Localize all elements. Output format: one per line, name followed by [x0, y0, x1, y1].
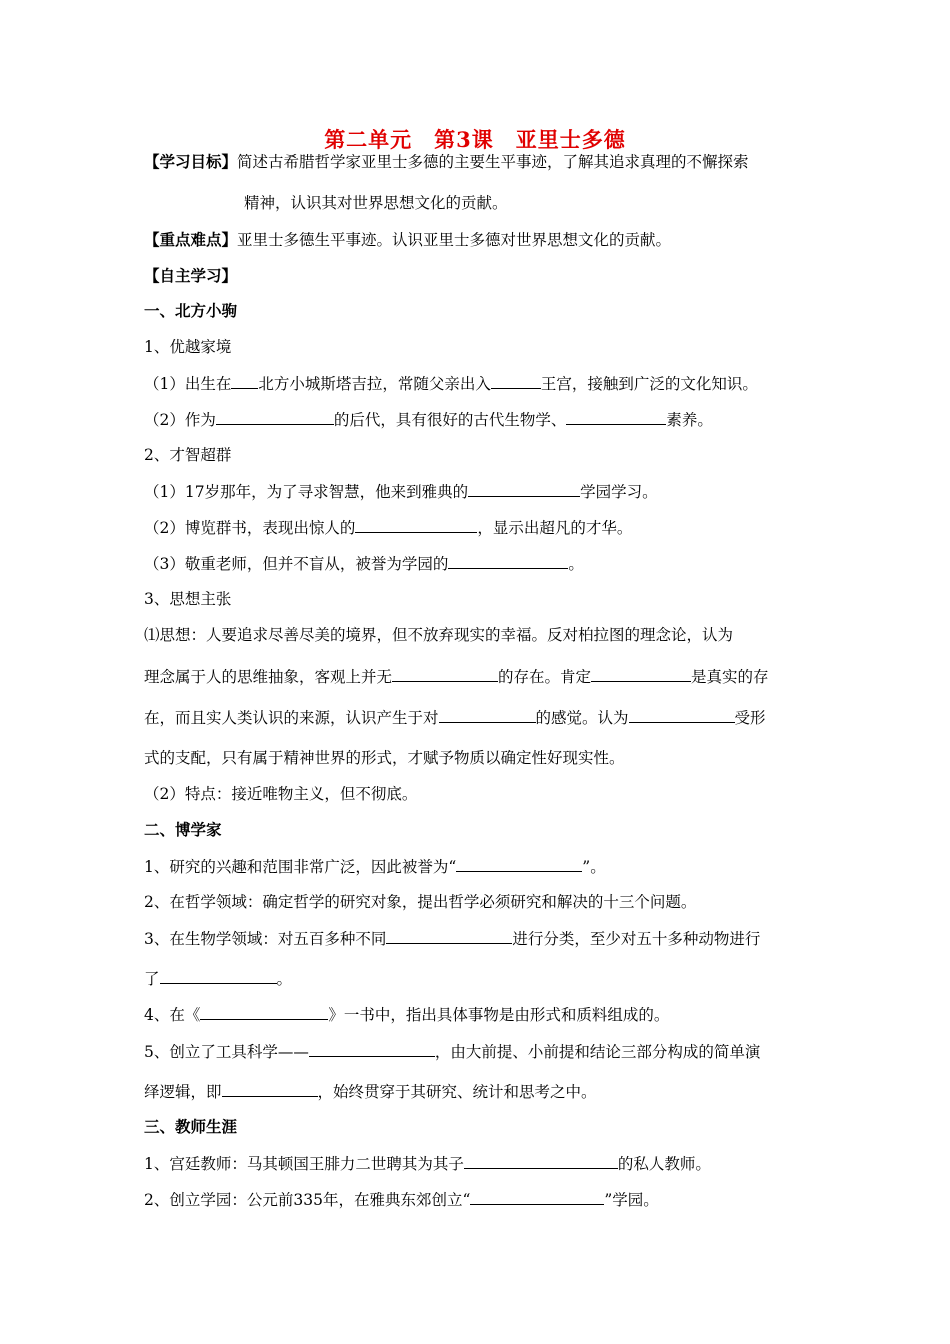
text-segment: 2、创立学园：公元前335年，在雅典东郊创立“ [144, 1191, 471, 1209]
answer-blank[interactable] [566, 408, 666, 425]
s2b-item5-line1 [144, 1040, 760, 1063]
text-segment: 在，而且实人类认识的来源，认识产生于对 [144, 709, 439, 727]
answer-blank[interactable] [439, 706, 536, 723]
text-segment: 的存在。肯定 [498, 668, 592, 686]
s2b-item2: 2、在哲学领域：确定哲学的研究对象，提出哲学必须研究和解决的十三个问题。 [144, 893, 697, 911]
text-segment: 素养。 [666, 411, 713, 429]
text-segment: ”学园。 [604, 1191, 659, 1209]
learning-goals-line2: 精神，认识其对世界思想文化的贡献。 [244, 194, 508, 212]
text-segment: 王宫，接触到广泛的文化知识。 [540, 375, 758, 393]
answer-blank[interactable] [491, 372, 541, 389]
s2-item-c [144, 552, 584, 575]
answer-blank[interactable] [216, 408, 334, 425]
answer-blank[interactable] [309, 1040, 435, 1057]
section1-sub3: 3、思想主张 [144, 590, 232, 608]
s2b-item3-line2 [144, 967, 292, 990]
text-segment: ，始终贯穿于其研究、统计和思考之中。 [317, 1083, 597, 1101]
answer-blank[interactable] [468, 480, 580, 497]
text-segment: （3）敬重老师，但并不盲从，被誉为学园的 [144, 555, 449, 573]
answer-blank[interactable] [464, 1152, 618, 1169]
text-segment: 了 [144, 970, 160, 988]
section3-heading: 三、教师生涯 [144, 1117, 238, 1136]
text-segment: 。 [568, 555, 584, 573]
s2b-item3-line1 [144, 927, 760, 950]
answer-blank[interactable] [222, 1080, 318, 1097]
answer-blank[interactable] [456, 855, 582, 872]
text-segment: ”。 [582, 858, 606, 876]
answer-blank[interactable] [355, 516, 477, 533]
s1-item-b [144, 408, 713, 431]
section1-sub2: 2、才智超群 [144, 446, 232, 464]
s2b-item5-line2 [144, 1080, 597, 1103]
answer-blank[interactable] [231, 372, 258, 389]
answer-blank[interactable] [392, 665, 498, 682]
text-segment: 1、研究的兴趣和范围非常广泛，因此被誉为“ [144, 858, 457, 876]
text-segment: 5、创立了工具科学—— [144, 1043, 309, 1061]
text-segment: 绎逻辑，即 [144, 1083, 222, 1101]
text-segment: （1）出生在 [144, 375, 232, 393]
s2-item-b [144, 516, 632, 539]
text-segment: 北方小城斯塔吉拉，常随父亲出入 [258, 375, 491, 393]
learning-goals-label: 【学习目标】 [144, 152, 238, 171]
s3-feature-line: （2）特点：接近唯物主义，但不彻底。 [144, 785, 418, 803]
text-segment: 》一书中，指出具体事物是由形式和质料组成的。 [328, 1006, 670, 1024]
answer-blank[interactable] [448, 552, 568, 569]
s2b-item1 [144, 855, 606, 878]
answer-blank[interactable] [200, 1003, 328, 1020]
text-segment: ，由大前提、小前提和结论三部分构成的简单演 [434, 1043, 761, 1061]
s1-item-a [144, 372, 758, 395]
text-segment: ，显示出超凡的才华。 [477, 519, 633, 537]
text-segment: （2）博览群书，表现出惊人的 [144, 519, 356, 537]
answer-blank[interactable] [386, 927, 512, 944]
key-points-text: 亚里士多德生平事迹。认识亚里士多德对世界思想文化的贡献。 [237, 231, 672, 249]
learning-goals-line1 [144, 151, 749, 173]
learning-goals-text: 简述古希腊哲学家亚里士多德的主要生平事迹，了解其追求真理的不懈探索 [237, 153, 749, 171]
text-segment: 4、在《 [144, 1006, 201, 1024]
key-points-label: 【重点难点】 [144, 230, 238, 249]
answer-blank[interactable] [591, 665, 691, 682]
text-segment: 学园学习。 [580, 483, 658, 501]
section2-heading: 二、博学家 [144, 820, 222, 839]
answer-blank[interactable] [160, 967, 277, 984]
s3b-item1 [144, 1152, 711, 1175]
text-segment: 理念属于人的思维抽象，客观上并无 [144, 668, 393, 686]
answer-blank[interactable] [629, 706, 735, 723]
text-segment: 1、宫廷教师：马其顿国王腓力二世聘其为其子 [144, 1155, 464, 1173]
s2b-item4 [144, 1003, 669, 1026]
text-segment: 3、在生物学领域：对五百多种不同 [144, 930, 387, 948]
s3b-item2 [144, 1188, 659, 1211]
text-segment: 受形 [734, 709, 766, 727]
text-segment: 是真实的存 [691, 668, 769, 686]
text-segment: 的私人教师。 [617, 1155, 711, 1173]
text-segment: （2）作为 [144, 411, 216, 429]
text-segment: 。 [276, 970, 293, 988]
page-title: 第二单元 第3课 亚里士多德 [324, 127, 626, 152]
s3-paragraph-line4: 式的支配，只有属于精神世界的形式，才赋予物质以确定性好现实性。 [144, 749, 625, 767]
section1-heading: 一、北方小驹 [144, 301, 238, 320]
text-segment: 的感觉。认为 [535, 709, 629, 727]
answer-blank[interactable] [470, 1188, 604, 1205]
key-points-line [144, 229, 671, 251]
self-study-heading: 【自主学习】 [144, 266, 238, 285]
s3-paragraph-line3 [144, 706, 766, 729]
text-segment: 的后代，具有很好的古代生物学、 [333, 411, 567, 429]
s2-item-a [144, 480, 658, 503]
text-segment: （1）17岁那年，为了寻求智慧，他来到雅典的 [144, 483, 469, 501]
s3-paragraph-line1: ⑴思想：人要追求尽善尽美的境界，但不放弃现实的幸福。反对柏拉图的理念论，认为 [144, 626, 734, 644]
section1-sub1: 1、优越家境 [144, 338, 232, 356]
s3-paragraph-line2 [144, 665, 769, 688]
text-segment: 进行分类，至少对五十多种动物进行 [512, 930, 761, 948]
